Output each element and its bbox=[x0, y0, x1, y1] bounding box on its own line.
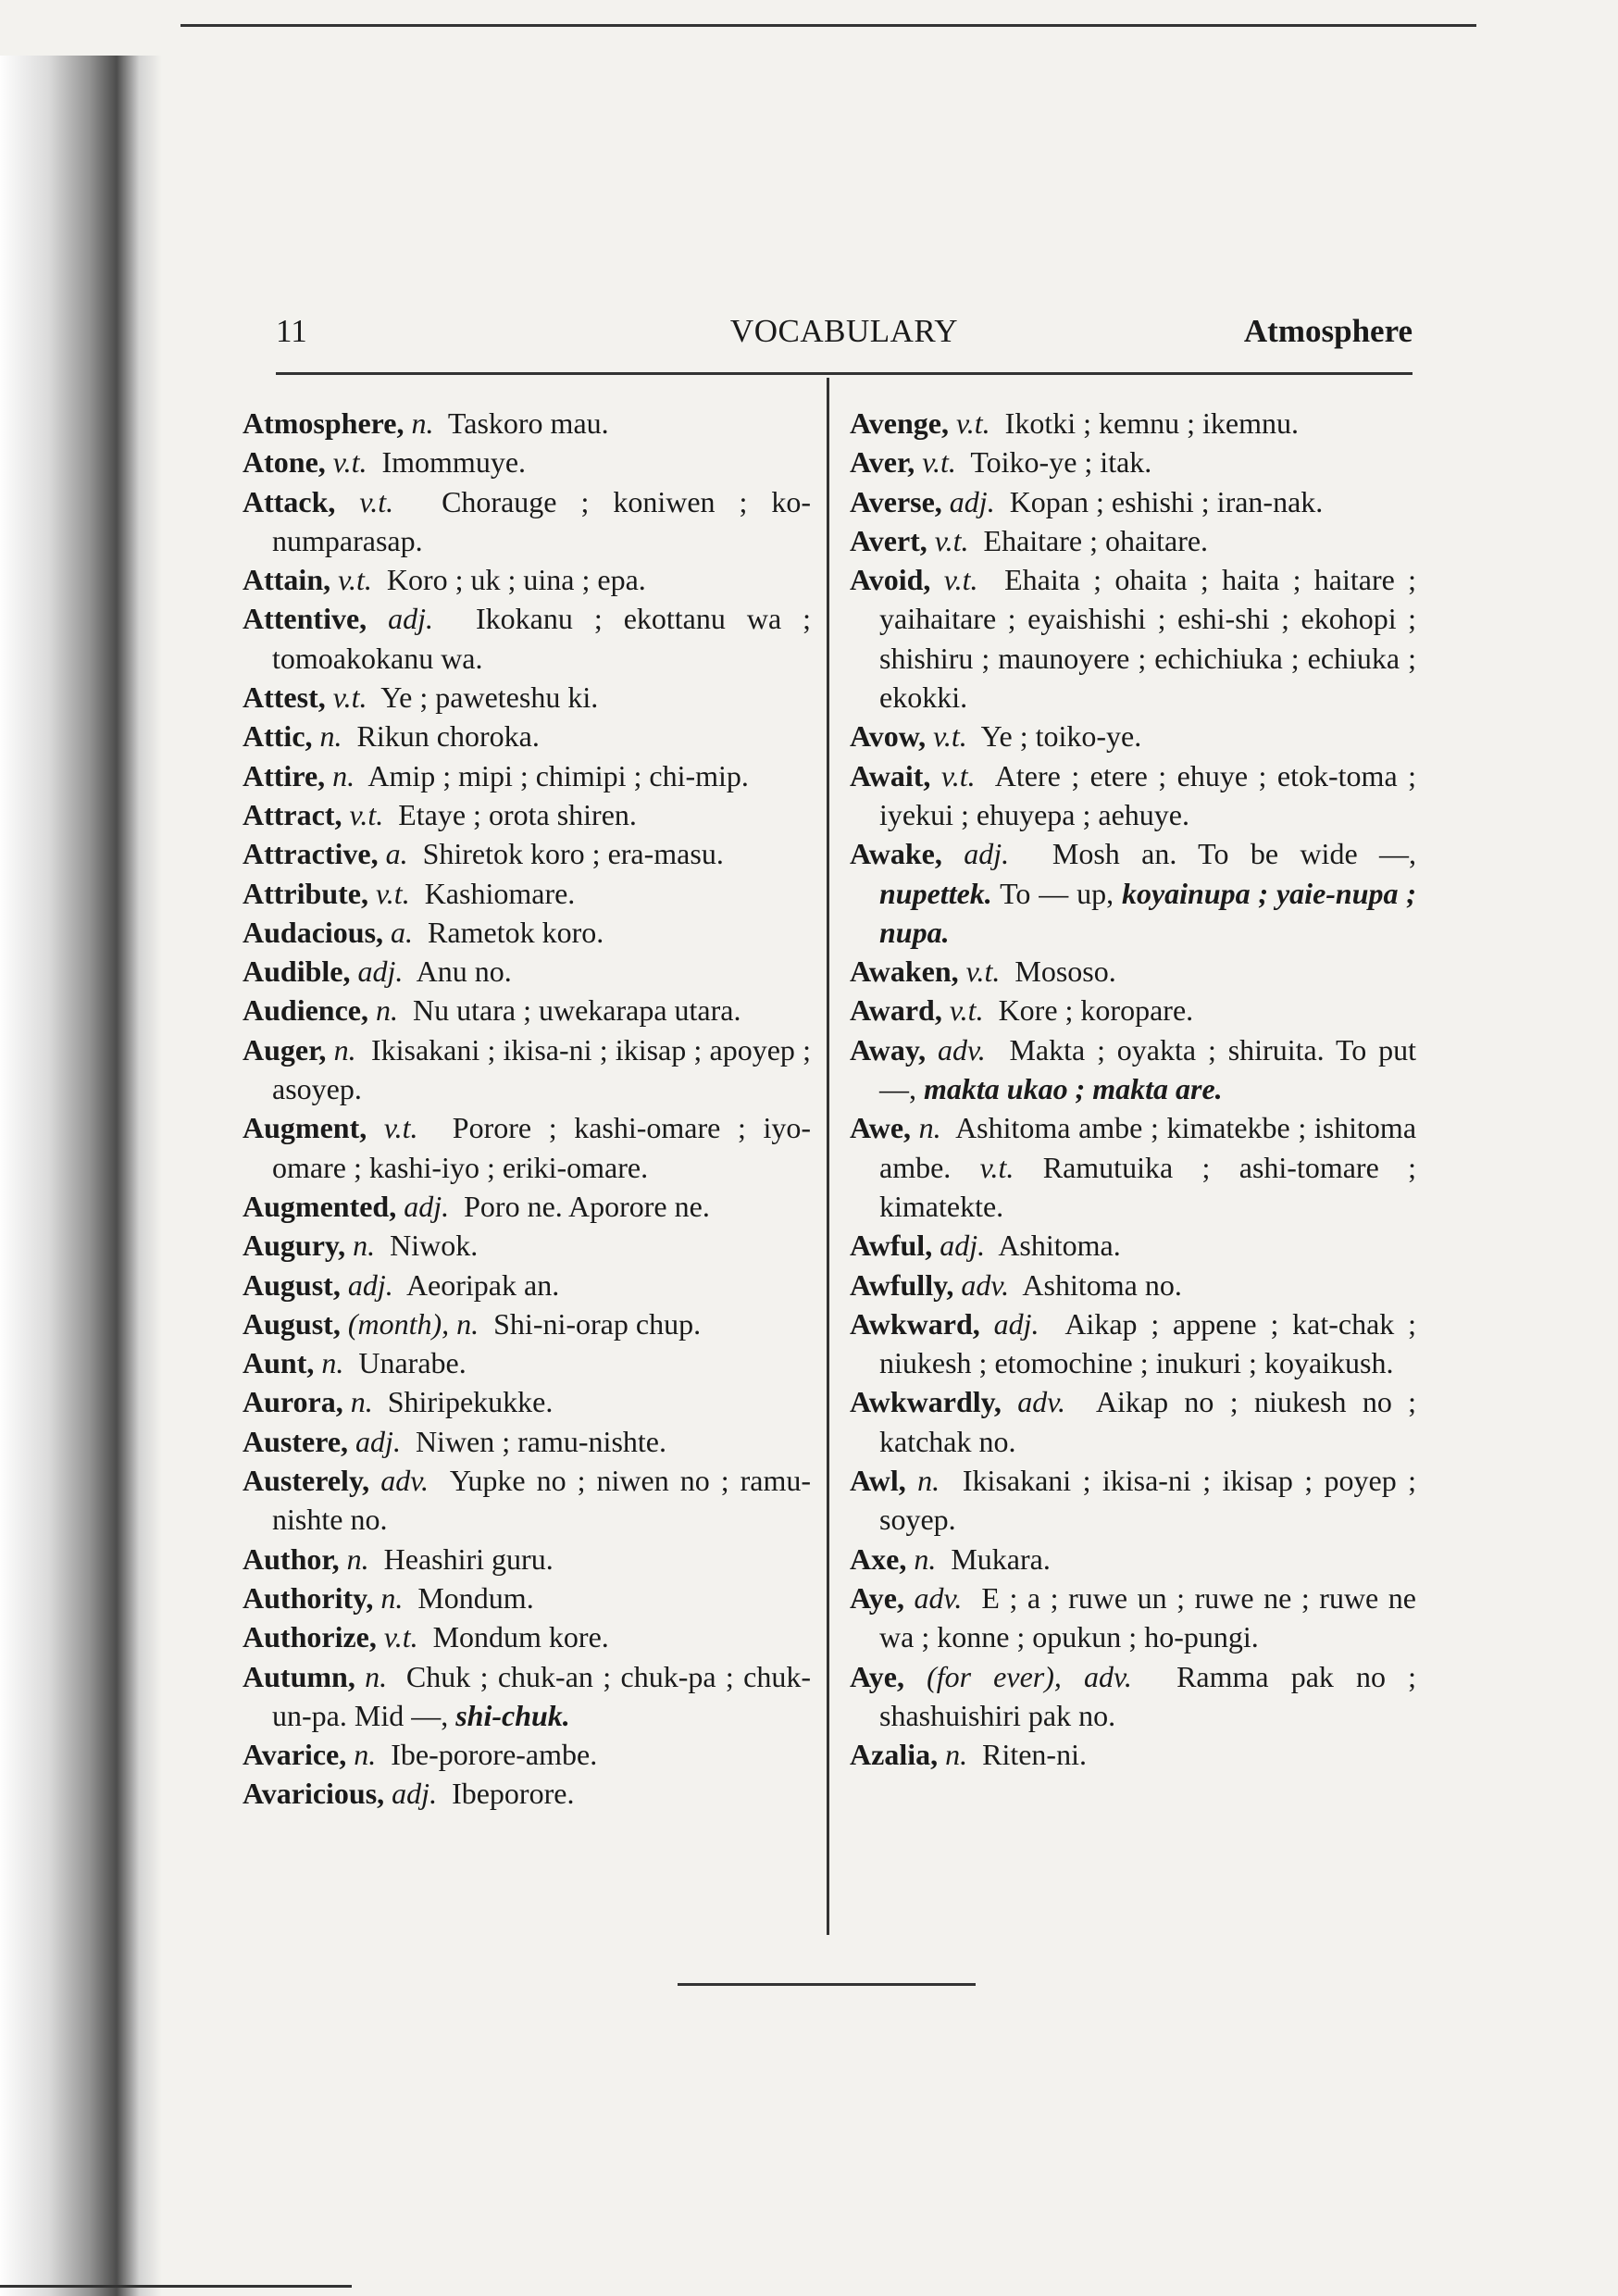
dictionary-entry bbox=[243, 1578, 811, 1617]
definition: Shiretok koro ; era-masu. bbox=[422, 837, 724, 871]
headword: Attractive, bbox=[243, 837, 379, 871]
definition: Ibe-porore-ambe. bbox=[391, 1738, 598, 1772]
headword: Awfully, bbox=[850, 1267, 954, 1302]
dictionary-entry bbox=[243, 1657, 811, 1736]
part-of-speech: adv. bbox=[937, 1032, 986, 1067]
headword: Avoid, bbox=[850, 563, 931, 597]
definition: Poro ne. Aporore ne. bbox=[464, 1189, 710, 1223]
dictionary-entry bbox=[850, 404, 1416, 443]
dictionary-entry bbox=[243, 913, 811, 952]
part-of-speech: v.t. bbox=[949, 993, 984, 1028]
headword: Aurora, bbox=[243, 1385, 343, 1419]
part-of-speech: n. bbox=[945, 1738, 968, 1772]
definition: E ; a ; ruwe un ; ruwe ne ; ruwe ne wa ; konne ; opukun ; ho-pungi. bbox=[879, 1580, 1417, 1654]
headword: Attribute, bbox=[243, 876, 368, 910]
part-of-speech: a. bbox=[391, 915, 414, 949]
dictionary-entry bbox=[850, 1540, 1416, 1578]
guide-word: Atmosphere bbox=[1243, 313, 1413, 349]
part-of-speech: v.t. bbox=[332, 445, 367, 480]
definition: Aeoripak an. bbox=[405, 1267, 560, 1302]
headword: Awake, bbox=[850, 837, 942, 871]
headword: Avarice, bbox=[243, 1738, 347, 1772]
definition: Shi-ni-orap chup. bbox=[493, 1306, 702, 1341]
part-of-speech: v.t. bbox=[943, 563, 978, 597]
headword: Aye, bbox=[850, 1580, 904, 1615]
dictionary-entry bbox=[243, 1382, 811, 1421]
definition: Koro ; uk ; uina ; epa. bbox=[386, 563, 646, 597]
definition: Makta ; oyakta ; shiruita. To put —, bbox=[879, 1032, 1417, 1106]
definition: Aikap no ; niukesh no ; katchak no. bbox=[879, 1385, 1417, 1458]
definition: Ehaitare ; ohaitare. bbox=[983, 523, 1209, 557]
dictionary-entry bbox=[243, 991, 811, 1029]
part-of-speech: v.t. bbox=[933, 719, 967, 754]
part-of-speech: adj. bbox=[949, 484, 995, 518]
headword: Austerely, bbox=[243, 1464, 370, 1498]
headword: Avow, bbox=[850, 719, 927, 754]
headword: Authority, bbox=[243, 1580, 374, 1615]
definition: Mosh an. To be wide —, bbox=[1052, 837, 1417, 871]
dictionary-entry bbox=[850, 560, 1416, 717]
dictionary-entry bbox=[243, 874, 811, 913]
definition: Mososo. bbox=[1014, 955, 1116, 989]
dictionary-entry bbox=[850, 756, 1416, 835]
definition: Imommuye. bbox=[381, 445, 527, 480]
headword: Averse, bbox=[850, 484, 942, 518]
definition: Atere ; etere ; ehuye ; etok-toma ; iyekui ; ehuyepa ; aehuye. bbox=[879, 758, 1417, 831]
part-of-speech: n. bbox=[353, 1229, 376, 1263]
dictionary-entry bbox=[243, 795, 811, 834]
dictionary-entry bbox=[243, 834, 811, 873]
definition: Niwok. bbox=[390, 1229, 479, 1263]
part-of-speech: adj. bbox=[388, 602, 434, 636]
part-of-speech: a. bbox=[385, 837, 408, 871]
definition: Mukara. bbox=[951, 1541, 1051, 1576]
part-of-speech: n. bbox=[918, 1111, 941, 1145]
page-number: 11 bbox=[276, 313, 307, 349]
headword: Audible, bbox=[243, 955, 351, 989]
dictionary-entry bbox=[850, 834, 1416, 952]
headword: Await, bbox=[850, 758, 931, 792]
headword: Aunt, bbox=[243, 1346, 315, 1380]
headword: Attest, bbox=[243, 680, 326, 715]
definition: Chuk ; chuk-an ; chuk-pa ; chuk-un-pa. Mid —, bbox=[272, 1659, 812, 1732]
definition: Ikisakani ; ikisa-ni ; ikisap ; apoyep ; asoyep. bbox=[272, 1032, 812, 1106]
part-of-speech: n. bbox=[354, 1738, 377, 1772]
headword: Atmosphere, bbox=[243, 406, 404, 440]
part-of-speech: adv. bbox=[1017, 1385, 1066, 1419]
example-phrase: makta ukao ; makta are. bbox=[924, 1072, 1223, 1106]
part-of-speech: v.t. bbox=[338, 563, 372, 597]
dictionary-entry bbox=[850, 991, 1416, 1029]
part-of-speech: v.t. bbox=[940, 758, 976, 792]
dictionary-entry bbox=[850, 1108, 1416, 1226]
headword: Audacious, bbox=[243, 915, 384, 949]
headword: Axe, bbox=[850, 1541, 907, 1576]
running-title: VOCABULARY bbox=[729, 313, 959, 349]
part-of-speech: v.t. bbox=[955, 406, 990, 440]
part-of-speech: n. bbox=[380, 1580, 404, 1615]
part-of-speech: adj. bbox=[404, 1189, 450, 1223]
part-of-speech: v.t. bbox=[934, 523, 969, 557]
headword: Attain, bbox=[243, 563, 331, 597]
dictionary-entry bbox=[850, 1461, 1416, 1540]
definition: Rametok koro. bbox=[428, 915, 604, 949]
definition: Aikap ; appene ; kat-chak ; niukesh ; etomochine ; inukuri ; koyaikush. bbox=[879, 1306, 1417, 1380]
dictionary-entry bbox=[243, 1774, 811, 1813]
column-divider bbox=[827, 378, 829, 1935]
definition: Ramma pak no ; shashuishiri pak no. bbox=[879, 1659, 1417, 1732]
headword: Awkward, bbox=[850, 1306, 980, 1341]
part-of-speech: v.t. bbox=[922, 445, 956, 480]
dictionary-entry bbox=[850, 1735, 1416, 1774]
headword: Awful, bbox=[850, 1229, 933, 1263]
part-of-speech: v.t. bbox=[349, 797, 384, 831]
dictionary-entry bbox=[850, 521, 1416, 560]
headword: Attic, bbox=[243, 719, 313, 754]
part-of-speech: adv. bbox=[380, 1464, 429, 1498]
definition: Amip ; mipi ; chimipi ; chi-mip. bbox=[367, 758, 749, 792]
dictionary-entry bbox=[243, 756, 811, 795]
dictionary-entry bbox=[850, 482, 1416, 521]
part-of-speech: (month), n. bbox=[347, 1306, 479, 1341]
headword: Attract, bbox=[243, 797, 342, 831]
headword: Atone, bbox=[243, 445, 326, 480]
part-of-speech: n. bbox=[917, 1464, 940, 1498]
dictionary-entry bbox=[850, 1382, 1416, 1461]
dictionary-entry bbox=[243, 1617, 811, 1656]
dictionary-entry bbox=[850, 443, 1416, 481]
part-of-speech: n. bbox=[346, 1541, 369, 1576]
headword: Authorize, bbox=[243, 1620, 377, 1654]
part-of-speech: n. bbox=[365, 1659, 388, 1693]
dictionary-entry bbox=[243, 404, 811, 443]
part-of-speech: (for ever), adv. bbox=[927, 1659, 1132, 1693]
dictionary-entry bbox=[850, 717, 1416, 755]
part-of-speech: n. bbox=[376, 993, 398, 1028]
definition: Taskoro mau. bbox=[447, 406, 609, 440]
page-top-rule bbox=[180, 24, 1476, 27]
definition: Kashiomare. bbox=[424, 876, 576, 910]
dictionary-entry bbox=[850, 1657, 1416, 1736]
dictionary-entry bbox=[243, 1422, 811, 1461]
part-of-speech: n. bbox=[332, 758, 355, 792]
definition: Ehaita ; ohaita ; haita ; haitare ; yaihaitare ; eyaishishi ; eshi-shi ; ekohopi ; shishiru ; maunoyere ; echichiuka ; echiuka ; ekokki. bbox=[879, 563, 1417, 715]
dictionary-entry bbox=[243, 1735, 811, 1774]
definition: Kopan ; eshishi ; iran-nak. bbox=[1009, 484, 1324, 518]
headword: Avert, bbox=[850, 523, 927, 557]
header-rule bbox=[276, 372, 1413, 375]
dictionary-entry bbox=[850, 1304, 1416, 1383]
headword: Awkwardly, bbox=[850, 1385, 1002, 1419]
dictionary-entry bbox=[850, 1266, 1416, 1304]
dictionary-entry bbox=[243, 1540, 811, 1578]
headword: August, bbox=[243, 1306, 341, 1341]
example-phrase: koyainupa ; yaie-nupa ; nupa. bbox=[879, 876, 1417, 949]
headword: Aye, bbox=[850, 1659, 904, 1693]
part-of-speech: n. bbox=[321, 1346, 344, 1380]
part-of-speech: v.t. bbox=[383, 1620, 418, 1654]
part-of-speech: adj. bbox=[347, 1267, 393, 1302]
definition: Mondum kore. bbox=[432, 1620, 609, 1654]
part-of-speech: adv. bbox=[961, 1267, 1010, 1302]
definition: Ikotki ; kemnu ; ikemnu. bbox=[1004, 406, 1299, 440]
definition: Shiripekukke. bbox=[387, 1385, 554, 1419]
part-of-speech: adj. bbox=[993, 1306, 1039, 1341]
headword: Avenge, bbox=[850, 406, 949, 440]
part-of-speech: adv. bbox=[914, 1580, 963, 1615]
dictionary-entry bbox=[243, 952, 811, 991]
part-of-speech: v.t. bbox=[965, 955, 1001, 989]
headword: Attentive, bbox=[243, 602, 367, 636]
dictionary-entry bbox=[243, 717, 811, 755]
definition: Riten-ni. bbox=[982, 1738, 1087, 1772]
headword: Aver, bbox=[850, 445, 915, 480]
definition: Rikun choroka. bbox=[356, 719, 540, 754]
part-of-speech: n. bbox=[319, 719, 342, 754]
headword: Awe, bbox=[850, 1111, 912, 1145]
dictionary-entry bbox=[243, 1108, 811, 1187]
headword: August, bbox=[243, 1267, 341, 1302]
dictionary-entry bbox=[243, 1304, 811, 1343]
example-phrase: nupettek. bbox=[879, 876, 992, 910]
end-of-page-rule bbox=[678, 1983, 976, 1986]
definition: Ramutuika ; ashi-tomare ; kimatekte. bbox=[879, 1150, 1417, 1223]
headword: Austere, bbox=[243, 1424, 349, 1458]
headword: Augury, bbox=[243, 1229, 346, 1263]
part-of-speech: n. bbox=[333, 1032, 356, 1067]
definition: Ye ; toiko-ye. bbox=[980, 719, 1142, 754]
part-of-speech: v.t. bbox=[979, 1150, 1014, 1184]
part-of-speech: adj. bbox=[355, 1424, 401, 1458]
dictionary-entry bbox=[850, 1578, 1416, 1657]
headword: Attack, bbox=[243, 484, 336, 518]
definition: Porore ; kashi-omare ; iyo-omare ; kashi-iyo ; eriki-omare. bbox=[272, 1111, 811, 1184]
part-of-speech: v.t. bbox=[383, 1111, 418, 1145]
definition: Toiko-ye ; itak. bbox=[970, 445, 1152, 480]
headword: Autumn, bbox=[243, 1659, 355, 1693]
definition: Yupke no ; niwen no ; ramu-nishte no. bbox=[272, 1464, 812, 1537]
dictionary-entry bbox=[243, 1187, 811, 1226]
dictionary-entry bbox=[243, 678, 811, 717]
definition: Ashitoma no. bbox=[1022, 1267, 1182, 1302]
part-of-speech: adj. bbox=[357, 955, 404, 989]
headword: Augment, bbox=[243, 1111, 367, 1145]
part-of-speech: adj. bbox=[940, 1229, 986, 1263]
part-of-speech: adj. bbox=[964, 837, 1010, 871]
definition: Heashiri guru. bbox=[383, 1541, 554, 1576]
definition: Ye ; paweteshu ki. bbox=[380, 680, 599, 715]
headword: Awaken, bbox=[850, 955, 959, 989]
definition: Mondum. bbox=[417, 1580, 534, 1615]
part-of-speech: v.t. bbox=[375, 876, 410, 910]
dictionary-entry bbox=[243, 1266, 811, 1304]
definition: Ashitoma ambe ; kimatekbe ; ishitoma ambe. bbox=[879, 1111, 1417, 1184]
part-of-speech: n. bbox=[914, 1541, 937, 1576]
part-of-speech: n. bbox=[411, 406, 434, 440]
dictionary-entry bbox=[243, 482, 811, 561]
definition: Kore ; koropare. bbox=[998, 993, 1194, 1028]
definition: Etaye ; orota shiren. bbox=[398, 797, 637, 831]
dictionary-entry bbox=[850, 1226, 1416, 1265]
dictionary-entry bbox=[850, 1030, 1416, 1109]
headword: Azalia, bbox=[850, 1738, 939, 1772]
definition: Niwen ; ramu-nishte. bbox=[415, 1424, 666, 1458]
dictionary-entry bbox=[243, 1030, 811, 1109]
headword: Away, bbox=[850, 1032, 927, 1067]
dictionary-entry bbox=[243, 1226, 811, 1265]
dictionary-entry bbox=[243, 1461, 811, 1540]
definition: Anu no. bbox=[416, 955, 512, 989]
dictionary-entry bbox=[243, 599, 811, 678]
page-bottom-rule bbox=[0, 2285, 352, 2288]
part-of-speech: n. bbox=[350, 1385, 373, 1419]
definition: Ibeporore. bbox=[452, 1777, 575, 1811]
definition: Ashitoma. bbox=[998, 1229, 1121, 1263]
part-of-speech: v.t. bbox=[359, 484, 394, 518]
dictionary-entry bbox=[243, 560, 811, 599]
dictionary-entry bbox=[243, 1343, 811, 1382]
right-column bbox=[850, 404, 1416, 1774]
dictionary-entry bbox=[850, 952, 1416, 991]
headword: Audience, bbox=[243, 993, 368, 1028]
headword: Auger, bbox=[243, 1032, 327, 1067]
definition: To — up, bbox=[1000, 876, 1114, 910]
definition: Ikisakani ; ikisa-ni ; ikisap ; poyep ; soyep. bbox=[879, 1464, 1417, 1537]
part-of-speech: v.t. bbox=[332, 680, 367, 715]
dictionary-entry bbox=[243, 443, 811, 481]
part-of-speech: adj. bbox=[392, 1777, 438, 1811]
headword: Award, bbox=[850, 993, 942, 1028]
definition: Unarabe. bbox=[358, 1346, 467, 1380]
definition: Chorauge ; koniwen ; ko-numparasap. bbox=[272, 484, 812, 557]
headword: Avaricious, bbox=[243, 1777, 385, 1811]
headword: Attire, bbox=[243, 758, 326, 792]
headword: Author, bbox=[243, 1541, 340, 1576]
headword: Augmented, bbox=[243, 1189, 397, 1223]
headword: Awl, bbox=[850, 1464, 906, 1498]
page-header bbox=[276, 313, 1413, 359]
book-spine-shadow bbox=[0, 56, 162, 2296]
definition: Nu utara ; uwekarapa utara. bbox=[413, 993, 741, 1028]
definition: Ikokanu ; ekottanu wa ; tomoakokanu wa. bbox=[272, 602, 812, 675]
example-phrase: shi-chuk. bbox=[455, 1698, 570, 1732]
left-column bbox=[243, 404, 811, 1814]
